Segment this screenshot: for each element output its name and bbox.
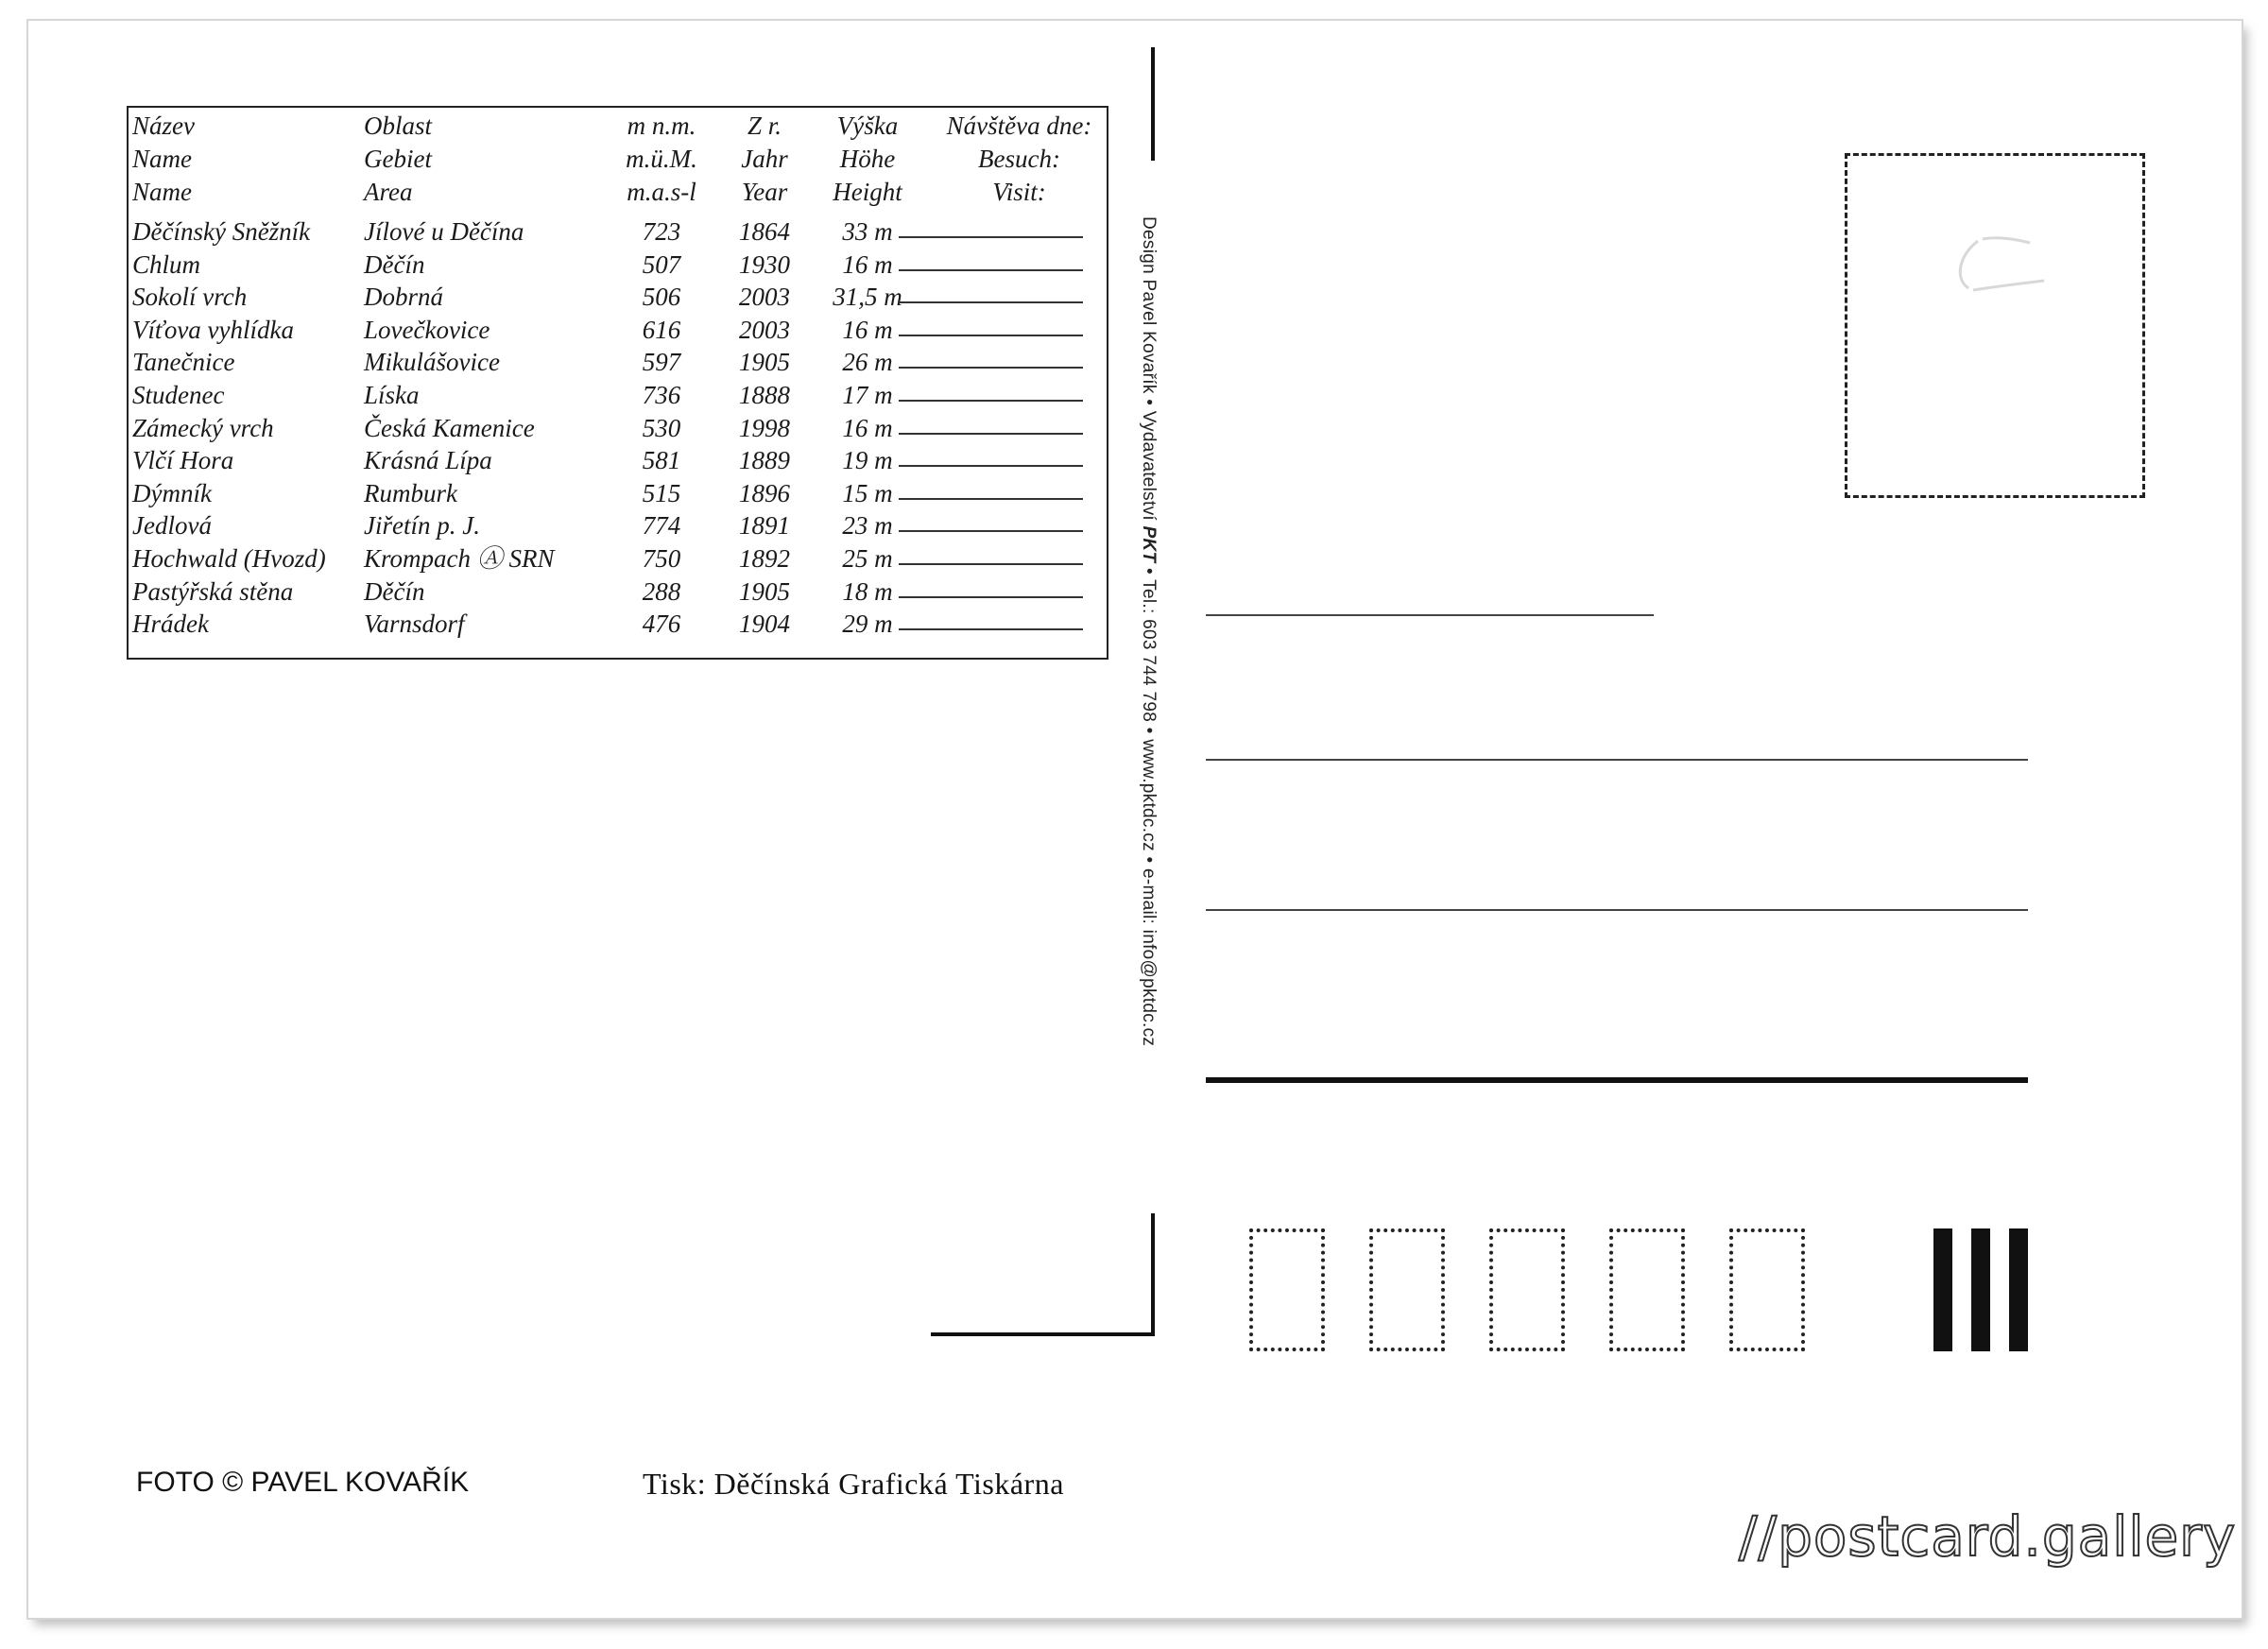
postcode-box — [1249, 1228, 1325, 1351]
table-header-cell: Height — [833, 178, 902, 206]
address-line-3 — [1206, 909, 2028, 911]
table-cell-year: 1904 — [739, 610, 790, 639]
table-cell-year: 1889 — [739, 446, 790, 475]
table-header-cell: Gebiet — [364, 145, 432, 173]
table-cell-alt: 288 — [642, 576, 681, 606]
table-header-cell: Visit: — [992, 178, 1046, 206]
table-cell-year: 1998 — [739, 413, 790, 442]
table-header-cell: Z r. — [747, 112, 782, 140]
table-cell-area: Varnsdorf — [364, 610, 465, 639]
table-cell-name: Vlčí Hora — [132, 446, 234, 475]
table-cell-height: 16 m — [842, 315, 893, 344]
table-cell-year: 1891 — [739, 511, 790, 541]
table-cell-area: Lovečkovice — [364, 315, 490, 344]
table-cell-height: 25 m — [842, 544, 893, 573]
watermark: //postcard.gallery — [1739, 1504, 2237, 1569]
visit-date-line — [899, 236, 1083, 238]
table-header-row — [129, 176, 1107, 208]
table-cell-area: Jílové u Děčína — [364, 217, 524, 246]
table-cell-area: Líska — [364, 381, 420, 409]
lookout-table — [127, 106, 1108, 660]
table-cell-height: 16 m — [842, 249, 893, 279]
table-header-cell: Area — [364, 178, 413, 206]
table-row — [129, 412, 1107, 444]
table-cell-height: 16 m — [842, 413, 893, 442]
table-cell-year: 1888 — [739, 381, 790, 409]
table-cell-year: 1896 — [739, 478, 790, 507]
visit-date-line — [899, 433, 1083, 435]
table-cell-height: 17 m — [842, 381, 893, 409]
table-cell-name: Tanečnice — [132, 348, 235, 377]
table-cell-area: Krompach Ⓐ SRN — [364, 544, 555, 573]
table-header-cell: m n.m. — [627, 112, 696, 140]
table-cell-height: 19 m — [842, 446, 893, 475]
table-cell-name: Studenec — [132, 381, 225, 409]
table-header-cell: Year — [741, 178, 788, 206]
table-cell-name: Chlum — [132, 249, 201, 279]
table-header-row — [129, 110, 1107, 142]
table-cell-alt: 723 — [642, 217, 681, 246]
table-cell-year: 2003 — [739, 283, 790, 312]
table-cell-alt: 515 — [642, 478, 681, 507]
table-cell-area: Dobrná — [364, 283, 444, 312]
visit-date-line — [899, 628, 1083, 630]
table-row — [129, 575, 1107, 608]
visit-date-line — [899, 400, 1083, 402]
table-row — [129, 444, 1107, 476]
table-cell-alt: 506 — [642, 283, 681, 312]
table-cell-name: Jedlová — [132, 511, 212, 541]
table-row — [129, 542, 1107, 575]
table-header-cell: Name — [132, 145, 192, 173]
table-header-cell: m.a.s-l — [627, 178, 696, 206]
table-cell-alt: 736 — [642, 381, 681, 409]
postcode-bar — [1971, 1228, 1990, 1351]
visit-date-line — [899, 269, 1083, 271]
table-cell-name: Dýmník — [132, 478, 212, 507]
table-row — [129, 509, 1107, 541]
table-header-cell: m.ü.M. — [626, 145, 697, 173]
postcode-bar — [1933, 1228, 1952, 1351]
divider-top-line — [1151, 47, 1155, 161]
table-header-cell: Jahr — [741, 145, 788, 173]
table-cell-alt: 616 — [642, 315, 681, 344]
table-header-cell: Návštěva dne: — [946, 112, 1092, 140]
visit-date-line — [899, 498, 1083, 500]
print-credit: Tisk: Děčínská Grafická Tiskárna — [643, 1467, 1064, 1501]
table-cell-height: 29 m — [842, 610, 893, 639]
table-cell-name: Víťova vyhlídka — [132, 315, 295, 344]
table-cell-height: 33 m — [842, 217, 893, 246]
table-header-cell: Name — [132, 178, 192, 206]
visit-date-line — [899, 335, 1083, 336]
table-cell-name: Děčínský Sněžník — [132, 217, 311, 246]
table-header-cell: Výška — [836, 112, 899, 140]
photo-credit: FOTO © PAVEL KOVAŘÍK — [136, 1467, 470, 1498]
table-cell-alt: 581 — [642, 446, 681, 475]
table-cell-height: 18 m — [842, 576, 893, 606]
table-header-cell: Oblast — [364, 112, 433, 140]
table-row — [129, 379, 1107, 411]
table-cell-alt: 476 — [642, 610, 681, 639]
table-cell-name: Pastýřská stěna — [132, 576, 294, 606]
table-cell-alt: 774 — [642, 511, 681, 541]
table-cell-year: 2003 — [739, 315, 790, 344]
postcode-box — [1729, 1228, 1805, 1351]
table-cell-name: Sokolí vrch — [132, 283, 248, 312]
table-cell-year: 1892 — [739, 544, 790, 573]
address-line-4 — [1206, 1077, 2028, 1083]
table-cell-name: Hrádek — [132, 610, 209, 639]
table-cell-height: 26 m — [842, 348, 893, 377]
table-cell-area: Česká Kamenice — [364, 413, 535, 442]
table-cell-year: 1864 — [739, 217, 790, 246]
table-row — [129, 314, 1107, 346]
table-cell-alt: 530 — [642, 413, 681, 442]
table-row — [129, 346, 1107, 378]
table-cell-alt: 507 — [642, 249, 681, 279]
table-cell-year: 1905 — [739, 348, 790, 377]
table-cell-alt: 597 — [642, 348, 681, 377]
postcode-bar — [2009, 1228, 2028, 1351]
table-header-row — [129, 143, 1107, 175]
table-row — [129, 215, 1107, 248]
table-cell-area: Děčín — [364, 576, 425, 606]
visit-date-line — [899, 465, 1083, 467]
table-header-cell: Besuch: — [978, 145, 1060, 173]
table-cell-area: Děčín — [364, 249, 425, 279]
table-row — [129, 281, 1107, 313]
table-cell-alt: 750 — [642, 544, 681, 573]
address-line-2 — [1206, 759, 2028, 761]
stamp-faint-mark — [1940, 232, 2053, 317]
postcode-box — [1489, 1228, 1565, 1351]
postcard-back — [28, 21, 2242, 1618]
table-cell-year: 1930 — [739, 249, 790, 279]
divider-corner-line — [931, 1332, 1155, 1336]
table-row — [129, 477, 1107, 509]
table-cell-name: Zámecký vrch — [132, 413, 274, 442]
stamp-box — [1845, 153, 2145, 498]
visit-date-line — [899, 530, 1083, 532]
table-cell-year: 1905 — [739, 576, 790, 606]
table-cell-name: Hochwald (Hvozd) — [132, 544, 326, 573]
postcode-box — [1609, 1228, 1685, 1351]
table-header-cell: Höhe — [839, 145, 896, 173]
publisher-info: Design Pavel Kovařík • Vydavatelství PKT • Tel.: 603 744 798 • www.pktdc.cz • e-mail: info@pktdc.cz — [1139, 216, 1159, 1047]
table-cell-height: 15 m — [842, 478, 893, 507]
table-cell-height: 31,5 m — [833, 283, 902, 312]
table-row — [129, 249, 1107, 281]
visit-date-line — [899, 301, 1083, 303]
table-cell-area: Mikulášovice — [364, 348, 500, 377]
divider-bottom-line — [1151, 1213, 1155, 1336]
table-row — [129, 608, 1107, 640]
address-line-1 — [1206, 614, 1654, 616]
postcode-box — [1369, 1228, 1445, 1351]
visit-date-line — [899, 563, 1083, 565]
table-cell-area: Rumburk — [364, 478, 457, 507]
table-cell-height: 23 m — [842, 511, 893, 541]
table-cell-area: Jiřetín p. J. — [364, 511, 480, 541]
table-cell-area: Krásná Lípa — [364, 446, 492, 475]
visit-date-line — [899, 367, 1083, 369]
postcode-bars — [1933, 1228, 2028, 1351]
table-header-cell: Název — [132, 112, 195, 140]
visit-date-line — [899, 596, 1083, 598]
